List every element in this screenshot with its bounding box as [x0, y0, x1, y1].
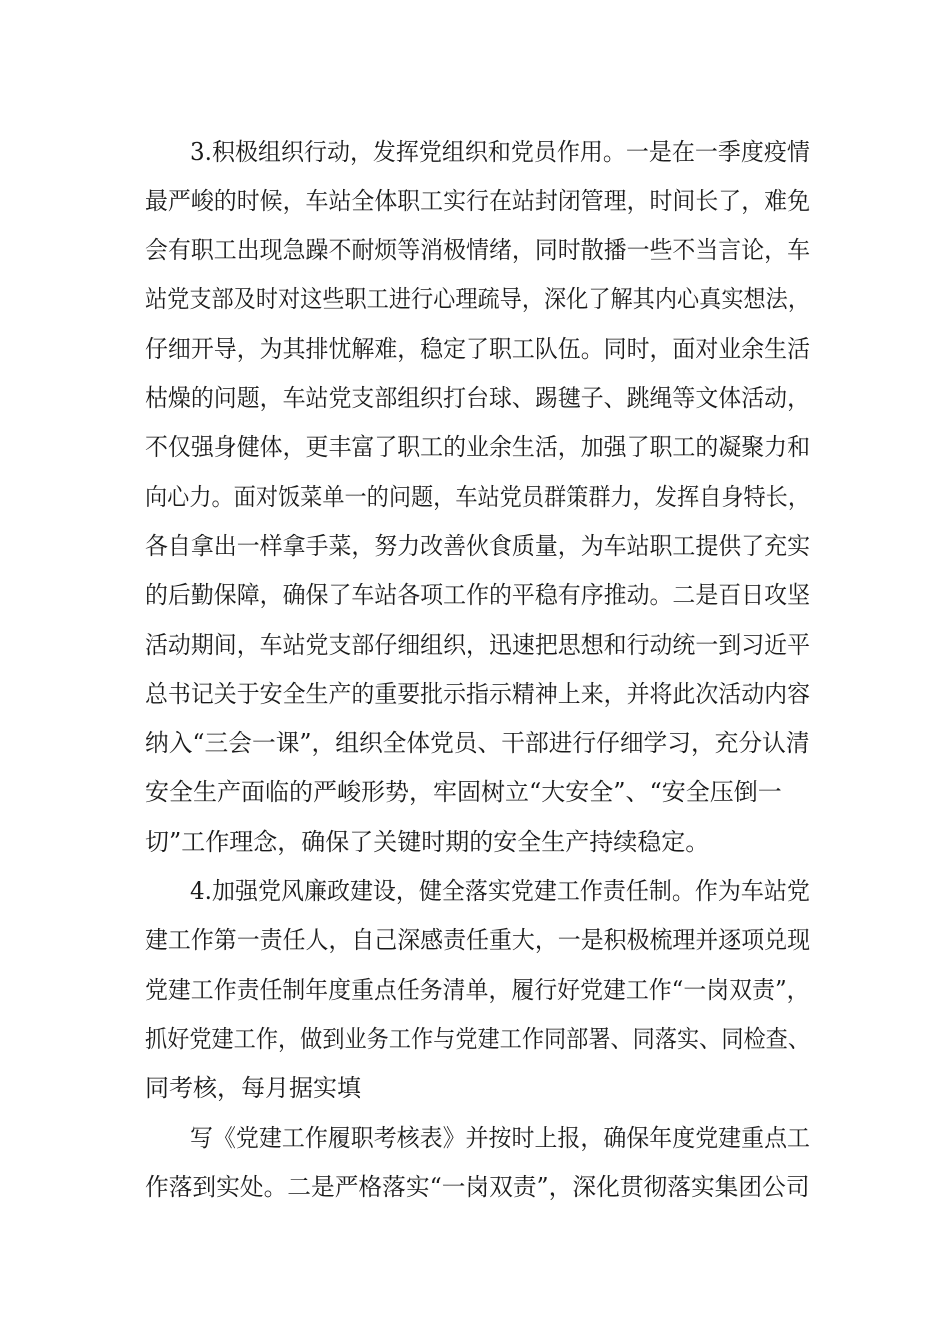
paragraph-4-line-4: 抓好党建工作，做到业务工作与党建工作同部署、同落实、同检查、	[145, 1025, 810, 1053]
paragraph-4-line-2: 建工作第一责任人，自己深感责任重大，一是积极梳理并逐项兑现	[145, 926, 811, 954]
paragraph-3-line-1: 3.积极组织行动，发挥党组织和党员作用。一是在一季度疫情	[190, 138, 810, 166]
paragraph-3-line-7: 不仅强身健体，更丰富了职工的业余生活，加强了职工的凝聚力和	[145, 433, 811, 461]
paragraph-4-line-1: 4.加强党风廉政建设，健全落实党建工作责任制。作为车站党	[190, 877, 810, 905]
paragraph-3-line-3: 会有职工出现急躁不耐烦等消极情绪，同时散播一些不当言论，车	[145, 236, 811, 264]
paragraph-3-line-2: 最严峻的时候，车站全体职工实行在站封闭管理，时间长了，难免	[145, 187, 811, 215]
paragraph-5-line-2: 作落到实处。二是严格落实“一岗双责”，深化贯彻落实集团公司	[145, 1173, 810, 1201]
paragraph-3-line-9: 各自拿出一样拿手菜，努力改善伙食质量，为车站职工提供了充实	[145, 532, 811, 560]
paragraph-3-line-6: 枯燥的问题，车站党支部组织打台球、踢毽子、跳绳等文体活动，	[145, 384, 811, 412]
paragraph-3-line-10: 的后勤保障，确保了车站各项工作的平稳有序推动。二是百日攻坚	[145, 581, 811, 609]
paragraph-3-line-14: 安全生产面临的严峻形势，牢固树立“大安全”、“安全压倒一	[145, 778, 782, 806]
paragraph-3-line-8: 向心力。面对饭菜单一的问题，车站党员群策群力，发挥自身特长，	[145, 483, 810, 511]
paragraph-3-line-5: 仔细开导，为其排忧解难，稳定了职工队伍。同时，面对业余生活	[145, 335, 811, 363]
paragraph-3-line-11: 活动期间，车站党支部仔细组织，迅速把思想和行动统一到习近平	[145, 631, 811, 659]
paragraph-4-line-5: 同考核，每月据实填	[145, 1074, 361, 1102]
paragraph-3-line-13: 纳入“三会一课”，组织全体党员、干部进行仔细学习，充分认清	[145, 729, 810, 757]
paragraph-3-line-12: 总书记关于安全生产的重要批示指示精神上来，并将此次活动内容	[145, 680, 811, 708]
paragraph-3-line-4: 站党支部及时对这些职工进行心理疏导，深化了解其内心真实想法，	[145, 285, 810, 313]
paragraph-5-line-1: 写《党建工作履职考核表》并按时上报，确保年度党建重点工	[190, 1124, 811, 1152]
paragraph-4-line-3: 党建工作责任制年度重点任务清单，履行好党建工作“一岗双责”，	[145, 976, 810, 1004]
paragraph-3-line-15: 切”工作理念，确保了关键时期的安全生产持续稳定。	[145, 828, 710, 856]
